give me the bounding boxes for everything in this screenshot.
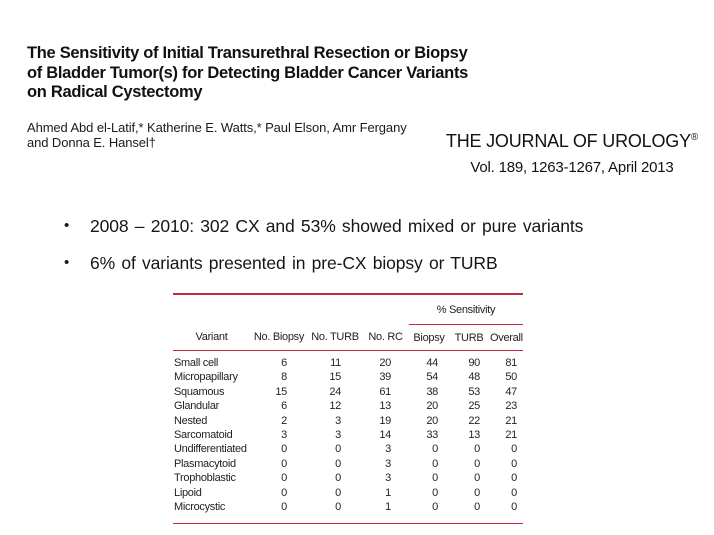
col-header-no-turb: No. TURB — [308, 325, 362, 351]
cell-variant: Lipoid — [174, 486, 202, 499]
cell-turb: 0 — [474, 457, 480, 470]
cell-turb: 53 — [468, 385, 480, 398]
journal-name — [438, 131, 706, 152]
cell-biopsy: 0 — [432, 501, 438, 514]
cell-no-turb: 3 — [335, 414, 341, 427]
col-header-overall: Overall — [489, 325, 523, 351]
cell-turb: 22 — [468, 414, 480, 427]
cell-variant: Nested — [174, 414, 208, 427]
cell-biopsy: 0 — [432, 443, 438, 456]
cell-no-biopsy: 2 — [281, 414, 287, 427]
cell-variant: Sarcomatoid — [174, 429, 233, 442]
col-header-variant: Variant — [173, 325, 250, 351]
cell-no-turb: 0 — [335, 501, 341, 514]
bullet-list — [64, 214, 583, 288]
cell-no-rc: 1 — [385, 501, 391, 514]
cell-no-rc: 3 — [385, 472, 391, 485]
cell-no-turb: 0 — [335, 443, 341, 456]
cell-biopsy: 0 — [432, 457, 438, 470]
cell-biopsy: 54 — [426, 371, 438, 384]
cell-no-biopsy: 0 — [281, 472, 287, 485]
span-header-spacer — [173, 294, 409, 325]
cell-no-biopsy: 0 — [281, 457, 287, 470]
table-row — [173, 414, 523, 428]
cell-overall: 21 — [505, 414, 517, 427]
journal-citation: Vol. 189, 1263-1267, April 2013 — [470, 159, 674, 176]
bullet-text: 6% of variants presented in pre-CX biopsy or TURB — [90, 253, 498, 273]
bullet-icon: • — [64, 254, 70, 271]
cell-variant: Trophoblastic — [174, 472, 236, 485]
cell-overall: 21 — [505, 429, 517, 442]
cell-no-rc: 39 — [379, 371, 391, 384]
cell-no-turb: 15 — [329, 371, 341, 384]
cell-turb: 0 — [474, 443, 480, 456]
cell-turb: 48 — [468, 371, 480, 384]
cell-overall: 0 — [511, 457, 517, 470]
table-row — [173, 351, 523, 371]
cell-no-biopsy: 0 — [281, 443, 287, 456]
cell-no-rc: 1 — [385, 486, 391, 499]
cell-variant: Undifferentiated — [174, 443, 247, 456]
cell-no-biopsy: 0 — [281, 486, 287, 499]
bullet-icon: • — [64, 217, 70, 234]
cell-no-turb: 12 — [329, 400, 341, 413]
cell-no-turb: 11 — [330, 357, 341, 369]
cell-no-rc: 19 — [379, 414, 391, 427]
paper-title-line-1: The Sensitivity of Initial Transurethral Resection or Biopsy — [27, 44, 468, 62]
cell-overall: 0 — [511, 486, 517, 499]
cell-overall: 0 — [511, 472, 517, 485]
table-row — [173, 370, 523, 384]
cell-no-biopsy: 0 — [281, 501, 287, 514]
cell-biopsy: 38 — [426, 385, 438, 398]
cell-variant: Micropapillary — [174, 371, 238, 384]
paper-title — [27, 44, 468, 103]
cell-turb: 13 — [468, 429, 480, 442]
bullet-text: 2008 – 2010: 302 CX and 53% showed mixed or pure variants — [90, 216, 584, 236]
sensitivity-table-grid — [173, 293, 523, 524]
table-row — [173, 442, 523, 456]
col-header-biopsy: Biopsy — [409, 325, 449, 351]
cell-variant: Microcystic — [174, 501, 226, 514]
table-row — [173, 500, 523, 524]
cell-variant: Plasmacytoid — [174, 457, 236, 470]
table-row — [173, 471, 523, 485]
span-header-sensitivity: % Sensitivity — [409, 294, 523, 325]
cell-overall: 23 — [505, 400, 517, 413]
journal-block — [438, 131, 706, 176]
cell-no-biopsy: 8 — [281, 371, 287, 384]
journal-name-text: THE JOURNAL OF UROLOGY — [445, 131, 691, 151]
cell-biopsy: 20 — [426, 400, 438, 413]
author-line-1: Ahmed Abd el-Latif,* Katherine E. Watts,* Paul Elson, Amr Fergany — [27, 120, 407, 135]
cell-biopsy: 44 — [426, 357, 438, 369]
cell-no-biopsy: 3 — [281, 429, 287, 442]
cell-no-biopsy: 15 — [275, 385, 287, 398]
cell-biopsy: 33 — [426, 429, 438, 442]
cell-no-turb: 0 — [335, 486, 341, 499]
sensitivity-table — [173, 293, 523, 524]
cell-no-turb: 0 — [335, 457, 341, 470]
cell-turb: 90 — [468, 357, 480, 369]
bullet-item — [64, 214, 583, 238]
registered-mark: ® — [690, 132, 699, 143]
cell-variant: Squamous — [174, 385, 225, 398]
col-header-turb: TURB — [449, 325, 489, 351]
cell-no-rc: 13 — [379, 400, 391, 413]
cell-overall: 0 — [511, 501, 517, 514]
cell-overall: 47 — [505, 385, 517, 398]
cell-variant: Glandular — [174, 400, 219, 413]
cell-overall: 50 — [505, 371, 517, 384]
cell-no-rc: 14 — [379, 429, 391, 442]
cell-no-rc: 3 — [385, 457, 391, 470]
cell-no-biopsy: 6 — [281, 357, 287, 369]
col-header-no-biopsy: No. Biopsy — [250, 325, 308, 351]
cell-biopsy: 0 — [432, 486, 438, 499]
cell-no-rc: 61 — [379, 385, 391, 398]
cell-no-turb: 3 — [335, 429, 341, 442]
paper-title-line-2: of Bladder Tumor(s) for Detecting Bladder Cancer Variants — [27, 63, 469, 82]
table-row — [173, 428, 523, 442]
cell-turb: 25 — [468, 400, 480, 413]
cell-biopsy: 0 — [432, 472, 438, 485]
table-column-header-row — [173, 325, 523, 351]
cell-no-turb: 24 — [329, 385, 341, 398]
table-row — [173, 399, 523, 413]
cell-no-turb: 0 — [335, 472, 341, 485]
paper-authors — [27, 120, 407, 150]
cell-overall: 0 — [511, 443, 517, 456]
bullet-item — [64, 251, 583, 275]
cell-turb: 0 — [474, 472, 480, 485]
table-row — [173, 385, 523, 399]
cell-turb: 0 — [474, 501, 480, 514]
table-row — [173, 486, 523, 500]
cell-overall: 81 — [505, 357, 517, 369]
paper-title-line-3: on Radical Cystectomy — [27, 83, 203, 101]
cell-turb: 0 — [474, 486, 480, 499]
cell-biopsy: 20 — [426, 414, 438, 427]
col-header-no-rc: No. RC — [362, 325, 409, 351]
table-span-header-row — [173, 294, 523, 325]
table-row — [173, 457, 523, 471]
cell-variant: Small cell — [174, 357, 219, 369]
cell-no-rc: 3 — [385, 443, 391, 456]
author-line-2: and Donna E. Hansel† — [27, 135, 156, 151]
cell-no-rc: 20 — [379, 357, 391, 369]
cell-no-biopsy: 6 — [281, 400, 287, 413]
